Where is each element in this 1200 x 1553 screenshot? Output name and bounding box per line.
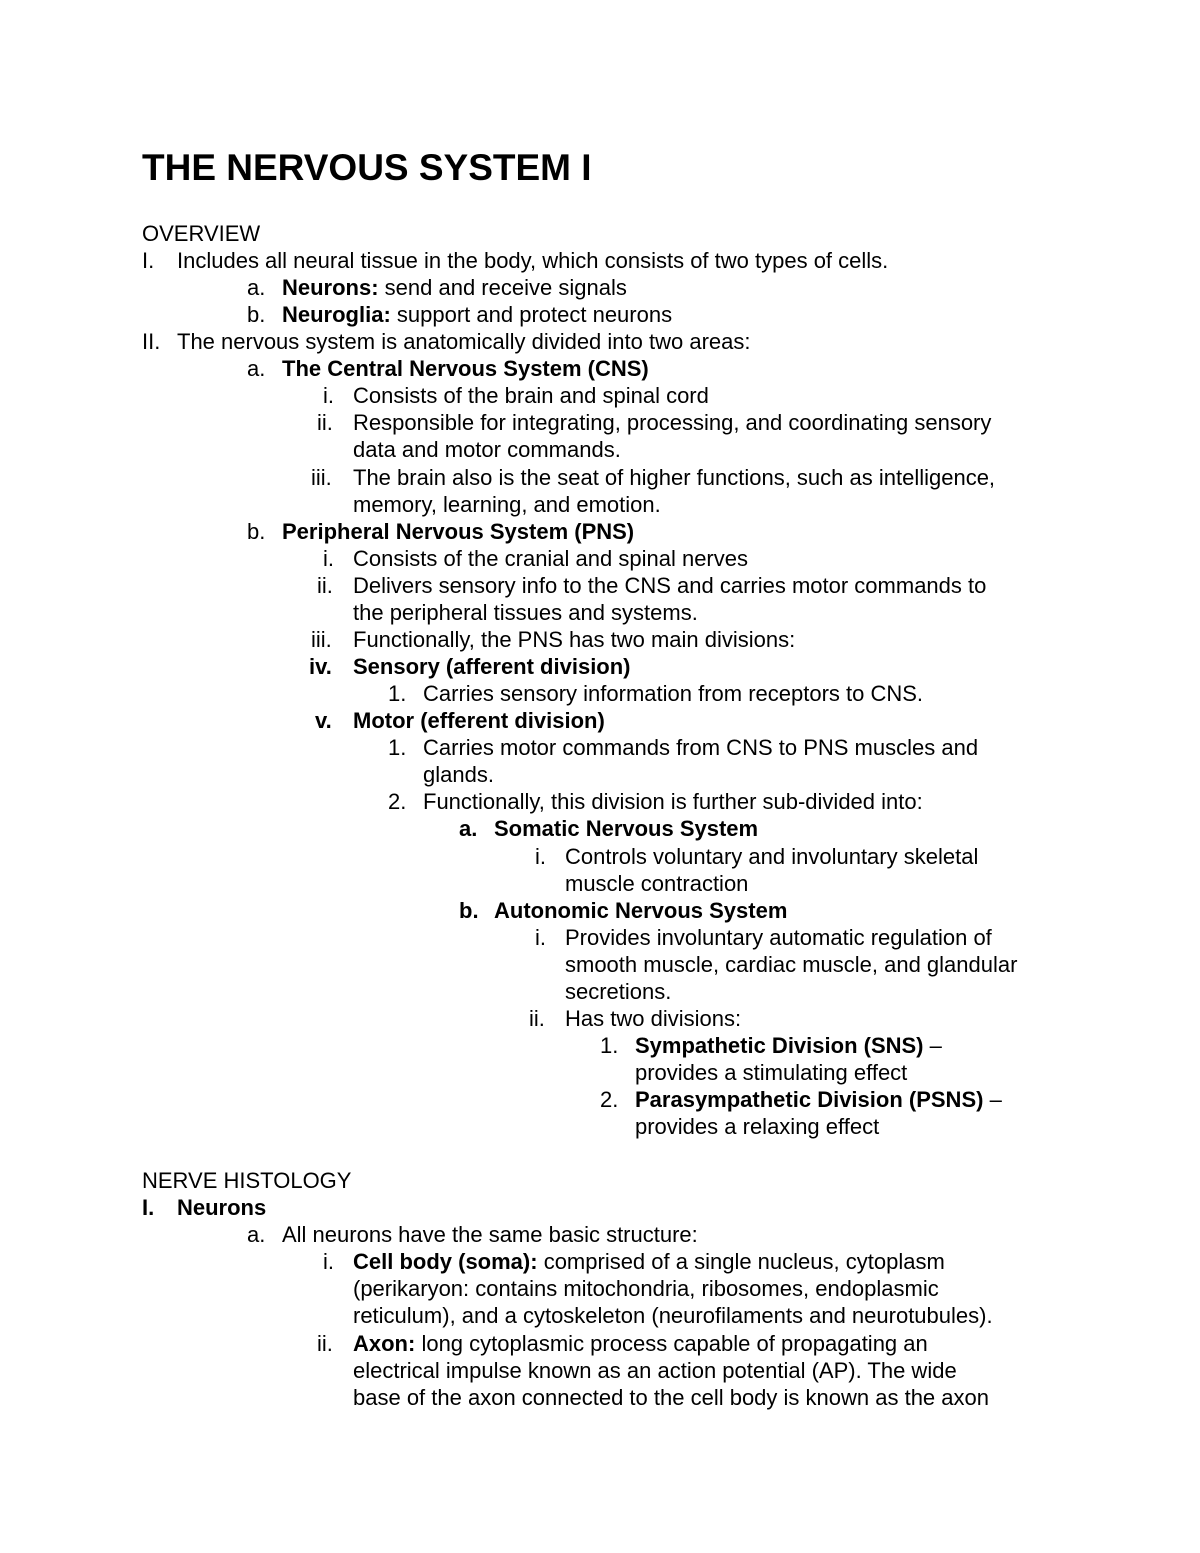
line-text: muscle contraction <box>565 871 749 896</box>
bold-term: The Central Nervous System (CNS) <box>282 356 649 381</box>
bold-term: Parasympathetic Division (PSNS) <box>635 1087 984 1112</box>
line-text: data and motor commands. <box>353 437 621 462</box>
outline-line <box>635 1059 907 1086</box>
line-text: (perikaryon: contains mitochondria, ribosomes, endoplasmic <box>353 1276 939 1301</box>
outline-line <box>353 1275 939 1302</box>
outline-line <box>177 328 750 355</box>
outline-line <box>353 707 605 734</box>
list-marker: iv. <box>309 654 332 679</box>
line-text: Responsible for integrating, processing, and coordinating sensory <box>353 410 992 435</box>
outline-line <box>635 1086 1002 1113</box>
bold-term: Neuroglia: <box>282 302 391 327</box>
outline-line <box>177 247 888 274</box>
line-text: OVERVIEW <box>142 221 261 246</box>
list-marker: a. <box>459 816 478 841</box>
list-marker: I. <box>142 1195 155 1220</box>
line-text: glands. <box>423 762 494 787</box>
line-text: electrical impulse known as an action potential (AP). The wide <box>353 1358 957 1383</box>
line-text: Has two divisions: <box>565 1006 742 1031</box>
line-text: comprised of a single nucleus, cytoplasm <box>537 1249 945 1274</box>
list-marker: a. <box>247 275 266 300</box>
list-marker: I. <box>142 248 155 273</box>
bold-term: Motor (efferent division) <box>353 708 605 733</box>
section-heading <box>142 220 260 247</box>
outline-line <box>565 870 748 897</box>
outline-line <box>353 572 986 599</box>
bold-term: Peripheral Nervous System (PNS) <box>282 519 635 544</box>
list-marker: i. <box>323 1249 334 1274</box>
line-text: reticulum), and a cytoskeleton (neurofilaments and neurotubules). <box>353 1303 993 1328</box>
line-text: The brain also is the seat of higher functions, such as intelligence, <box>353 465 996 490</box>
list-marker: i. <box>323 546 334 571</box>
line-text: The nervous system is anatomically divided into two areas: <box>177 329 751 354</box>
line-text: provides a relaxing effect <box>635 1114 880 1139</box>
outline-line <box>353 491 661 518</box>
outline-line <box>353 1330 928 1357</box>
list-marker: i. <box>535 844 546 869</box>
outline-line <box>353 599 698 626</box>
list-marker: b. <box>247 519 266 544</box>
outline-line <box>353 545 748 572</box>
list-marker: ii. <box>317 573 333 598</box>
outline-line <box>353 1357 957 1384</box>
outline-line <box>423 680 923 707</box>
document-title: THE NERVOUS SYSTEM I <box>142 147 592 188</box>
list-marker: i. <box>323 383 334 408</box>
list-marker: ii. <box>317 1331 333 1356</box>
list-marker: v. <box>315 708 332 733</box>
bold-term: Sympathetic Division (SNS) <box>635 1033 924 1058</box>
line-text: support and protect neurons <box>390 302 673 327</box>
outline-line <box>423 788 923 815</box>
list-marker: iii. <box>311 627 332 652</box>
line-text: the peripheral tissues and systems. <box>353 600 698 625</box>
section-heading <box>142 1167 351 1194</box>
outline-line <box>282 274 627 301</box>
line-text: smooth muscle, cardiac muscle, and glandular <box>565 952 1018 977</box>
bold-term: Neurons <box>177 1195 267 1220</box>
line-text: Carries sensory information from receptors to CNS. <box>423 681 924 706</box>
list-marker: 2. <box>600 1087 619 1112</box>
line-text: Carries motor commands from CNS to PNS muscles and <box>423 735 979 760</box>
outline-line <box>353 409 991 436</box>
list-marker: 1. <box>388 735 407 760</box>
line-text: – <box>983 1087 1002 1112</box>
list-marker: iii. <box>311 465 332 490</box>
outline-line <box>565 843 978 870</box>
outline-line <box>282 355 649 382</box>
outline-line <box>353 382 709 409</box>
outline-line <box>353 1248 945 1275</box>
line-text: secretions. <box>565 979 672 1004</box>
list-marker: i. <box>535 925 546 950</box>
line-text: memory, learning, and emotion. <box>353 492 661 517</box>
bold-term: Neurons: <box>282 275 379 300</box>
outline-line <box>565 1005 741 1032</box>
outline-line <box>353 1384 989 1411</box>
outline-line <box>565 978 671 1005</box>
outline-line <box>423 761 494 788</box>
outline-line <box>565 924 992 951</box>
line-text: Provides involuntary automatic regulation of <box>565 925 992 950</box>
outline-line <box>282 301 672 328</box>
outline-line <box>635 1113 879 1140</box>
outline-line <box>635 1032 942 1059</box>
line-text: send and receive signals <box>378 275 627 300</box>
line-text: Delivers sensory info to the CNS and carries motor commands to <box>353 573 987 598</box>
list-marker: b. <box>459 898 479 923</box>
list-marker: a. <box>247 1222 266 1247</box>
outline-line <box>353 1302 993 1329</box>
line-text: base of the axon connected to the cell body is known as the axon <box>353 1385 989 1410</box>
line-text: All neurons have the same basic structure: <box>282 1222 698 1247</box>
line-text: Includes all neural tissue in the body, which consists of two types of cells. <box>177 248 889 273</box>
outline-line <box>353 436 621 463</box>
list-marker: 2. <box>388 789 407 814</box>
list-marker: 1. <box>600 1033 619 1058</box>
outline-line <box>353 653 631 680</box>
bold-term: Somatic Nervous System <box>494 816 759 841</box>
outline-line <box>282 518 634 545</box>
outline-line <box>177 1194 266 1221</box>
list-marker: a. <box>247 356 266 381</box>
list-marker: II. <box>142 329 161 354</box>
list-marker: ii. <box>529 1006 545 1031</box>
outline-line <box>494 897 787 924</box>
outline-line <box>423 734 978 761</box>
bold-term: Axon: <box>353 1331 416 1356</box>
list-marker: 1. <box>388 681 407 706</box>
list-marker: ii. <box>317 410 333 435</box>
line-text: long cytoplasmic process capable of propagating an <box>415 1331 928 1356</box>
outline-line <box>353 626 795 653</box>
line-text: Functionally, this division is further sub-divided into: <box>423 789 923 814</box>
line-text: Controls voluntary and involuntary skeletal <box>565 844 979 869</box>
line-text: Functionally, the PNS has two main divisions: <box>353 627 796 652</box>
line-text: – <box>923 1033 942 1058</box>
line-text: Consists of the cranial and spinal nerves <box>353 546 748 571</box>
outline-line <box>494 815 758 842</box>
outline-line <box>353 464 995 491</box>
bold-term: Sensory (afferent division) <box>353 654 631 679</box>
list-marker: b. <box>247 302 266 327</box>
outline-line <box>282 1221 698 1248</box>
outline-line <box>565 951 1017 978</box>
bold-term: Cell body (soma): <box>353 1249 538 1274</box>
line-text: provides a stimulating effect <box>635 1060 908 1085</box>
bold-term: Autonomic Nervous System <box>494 898 788 923</box>
line-text: NERVE HISTOLOGY <box>142 1168 352 1193</box>
line-text: Consists of the brain and spinal cord <box>353 383 709 408</box>
